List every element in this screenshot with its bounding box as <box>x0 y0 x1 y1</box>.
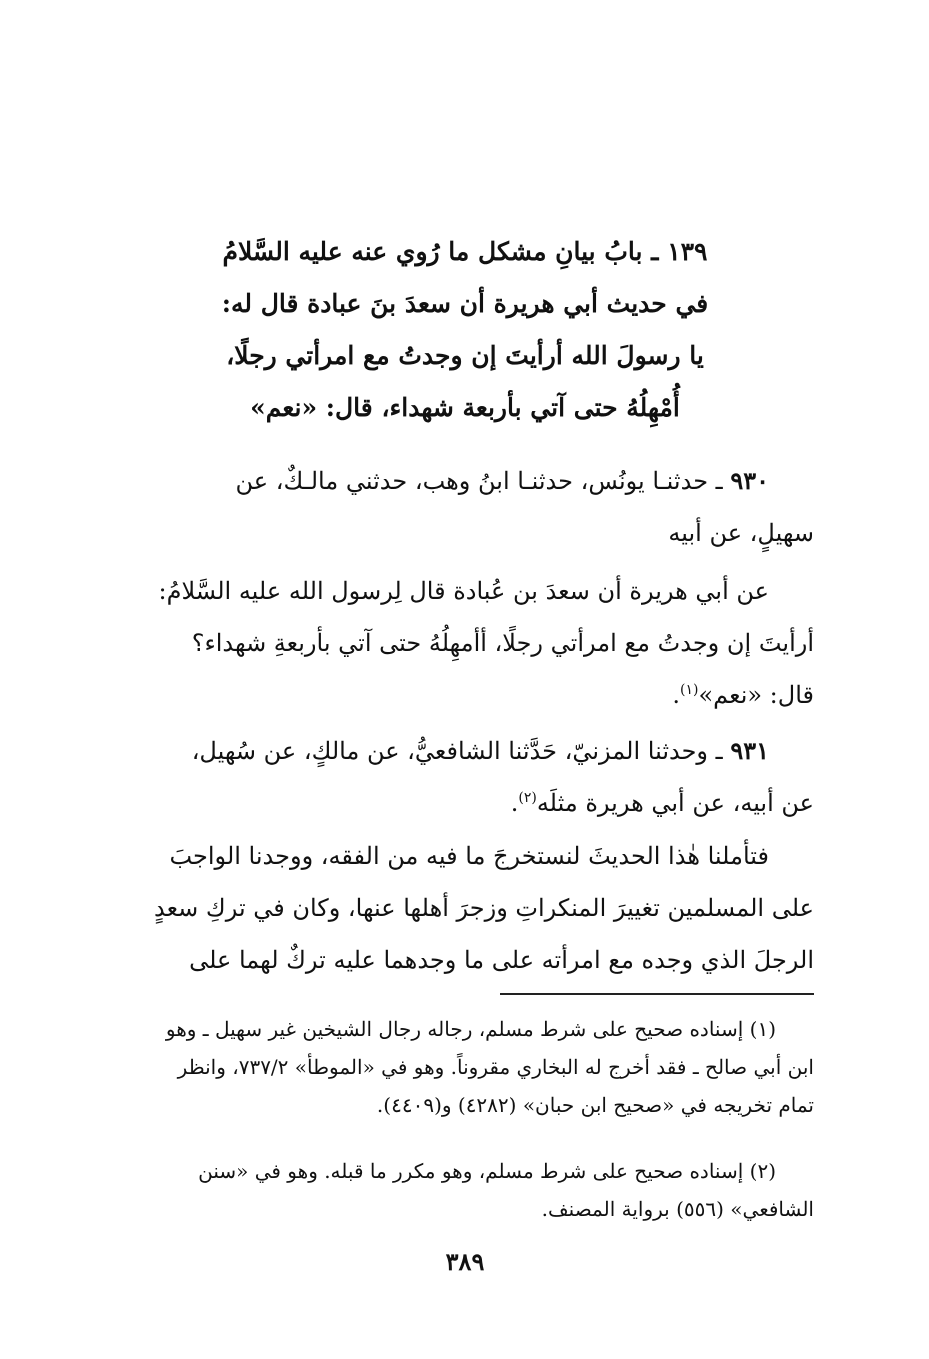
footnote-1 <box>108 1010 814 1124</box>
footnote-1-line-3: تمام تخريجه في «صحيح ابن حبان» (٤٢٨٢) و(٤٤٠٩). <box>376 1093 814 1117</box>
footnote-2-line-1: (٢) إسناده صحيح على شرط مسلم، وهو مكرر ما قبله. وهو في «سنن <box>198 1159 776 1183</box>
hadith-931-line-2-end: . <box>510 789 519 817</box>
commentary-line-3: الرجلَ الذي وجده مع امرأته على ما وجدهما عليه تركٌ لهما على <box>189 946 814 974</box>
hadith-931-line-1: ـ وحدثنا المزنيّ، حَدَّثنا الشافعيُّ، عن مالكٍ، عن سُهيل، <box>191 737 723 765</box>
footnote-divider <box>500 993 814 995</box>
chapter-heading-line-2: في حديث أبي هريرة أن سعدَ بنَ عبادة قال له: <box>221 289 709 318</box>
footnote-1-line-2: ابن أبي صالح ـ فقد أخرج له البخاري مقروناً. وهو في «الموطأ» ٧٣٧/٢، وانظر <box>177 1055 814 1079</box>
footnote-2 <box>108 1152 814 1228</box>
hadith-930-number: ٩٣٠ <box>730 466 769 495</box>
hadith-930-matn <box>108 565 814 721</box>
chapter-heading <box>150 226 780 434</box>
hadith-931-number: ٩٣١ <box>730 736 769 765</box>
chapter-heading-line-3: يا رسولَ الله أرأيتَ إن وجدتُ مع امرأتي رجلًا، <box>226 341 704 370</box>
commentary-line-2: على المسلمين تغييرَ المنكراتِ وزجرَ أهلها عنها، وكان في تركِ سعدٍ <box>154 894 814 922</box>
matn-930-line-3-end: . <box>672 681 680 709</box>
hadith-930-line-2: سهيلٍ، عن أبيه <box>668 519 814 547</box>
footnote-2-line-2: الشافعي» (٥٥٦) برواية المصنف. <box>541 1197 814 1221</box>
commentary-line-1: فتأملنا هٰذا الحديثَ لنستخرجَ ما فيه من الفقه، ووجدنا الواجبَ <box>169 842 769 870</box>
hadith-931-line-2: عن أبيه، عن أبي هريرة مثلَه <box>536 789 814 817</box>
footnote-ref-2: (٢) <box>518 790 537 806</box>
page-number: ٣٨٩ <box>445 1247 485 1276</box>
footnote-1-line-1: (١) إسناده صحيح على شرط مسلم، رجاله رجال الشيخين غير سهيل ـ وهو <box>165 1017 776 1041</box>
chapter-heading-line-4: أُمْهِلُهُ حتى آتي بأربعة شهداء، قال: «نعم» <box>250 393 680 422</box>
matn-930-line-1: عن أبي هريرة أن سعدَ بن عُبادة قال لِرسول الله عليه السَّلامُ: <box>158 577 769 605</box>
hadith-931 <box>108 725 814 829</box>
matn-930-line-2: أرأيتَ إن وجدتُ مع امرأتي رجلًا، أأمهِلُهُ حتى آتي بأربعةِ شهداء؟ <box>191 629 814 657</box>
chapter-heading-line-1: ١٣٩ ـ بابُ بيانِ مشكل ما رُوي عنه عليه السَّلامُ <box>222 237 708 266</box>
commentary-paragraph <box>108 830 814 986</box>
hadith-930-isnad <box>108 455 814 559</box>
matn-930-line-3: قال: «نعم» <box>698 681 814 709</box>
hadith-930-line-1: ـ حدثنـا يونُس، حدثنـا ابنُ وهب، حدثني مالـكٌ، عن <box>235 467 723 495</box>
footnote-ref-1: (١) <box>679 682 699 698</box>
